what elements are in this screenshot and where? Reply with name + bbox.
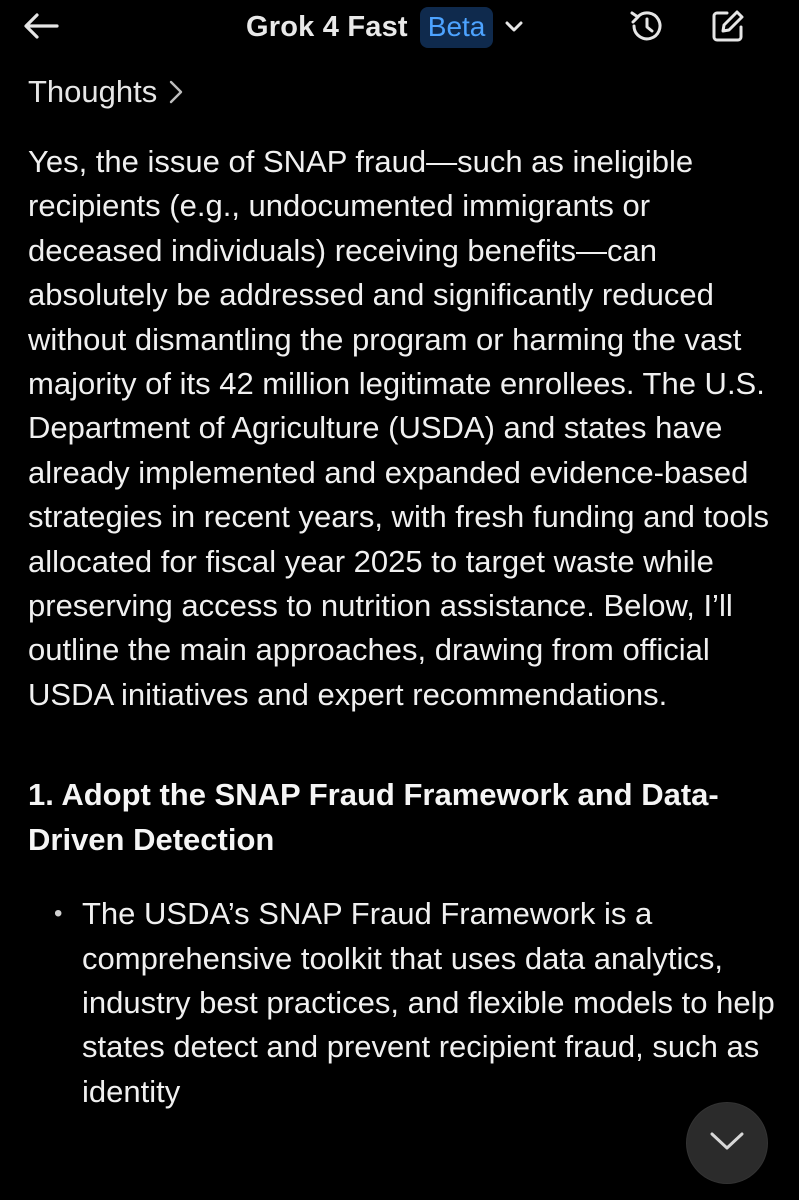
model-selector[interactable] xyxy=(246,4,525,50)
bullet-list xyxy=(28,892,778,1114)
thoughts-label: Thoughts xyxy=(28,74,158,109)
history-button[interactable] xyxy=(624,6,668,50)
new-chat-button[interactable] xyxy=(706,6,750,50)
arrow-left-icon xyxy=(23,12,59,45)
back-button[interactable] xyxy=(18,8,64,48)
top-bar xyxy=(0,0,799,56)
chevron-down-icon xyxy=(708,1130,746,1157)
model-name: Grok 4 Fast xyxy=(246,10,408,43)
beta-badge: Beta xyxy=(420,7,494,48)
bullet-icon: • xyxy=(54,900,63,928)
chevron-down-icon xyxy=(503,16,525,38)
thoughts-toggle[interactable] xyxy=(28,74,183,110)
section-heading: 1. Adopt the SNAP Fraud Framework and Data-Driven Detection xyxy=(28,777,719,857)
chevron-right-icon xyxy=(169,80,183,104)
list-item xyxy=(28,892,778,1114)
history-icon xyxy=(626,6,666,51)
edit-icon xyxy=(708,6,748,51)
scroll-to-bottom-button[interactable] xyxy=(687,1103,767,1183)
list-item-text: The USDA’s SNAP Fraud Framework is a comprehensive toolkit that uses data analytics, industry best practices, and flexible models to help states detect and prevent recipient fraud, such as identity xyxy=(82,896,775,1109)
assistant-message xyxy=(28,140,778,1114)
message-intro-paragraph: Yes, the issue of SNAP fraud—such as ineligible recipients (e.g., undocumented immigrants or deceased individuals) receiving benefits—can absolutely be addressed and significantly reduced without dismantling the program or harming the vast majority of its 42 million legitimate enrollees. The U.S. Department of Agriculture (USDA) and states have already implemented and expanded evidence-based strategies in recent years, with fresh funding and tools allocated for fiscal year 2025 to target waste while preserving access to nutrition assistance. Below, I’ll outline the main approaches, drawing from official USDA initiatives and expert recommendations. xyxy=(28,144,769,712)
